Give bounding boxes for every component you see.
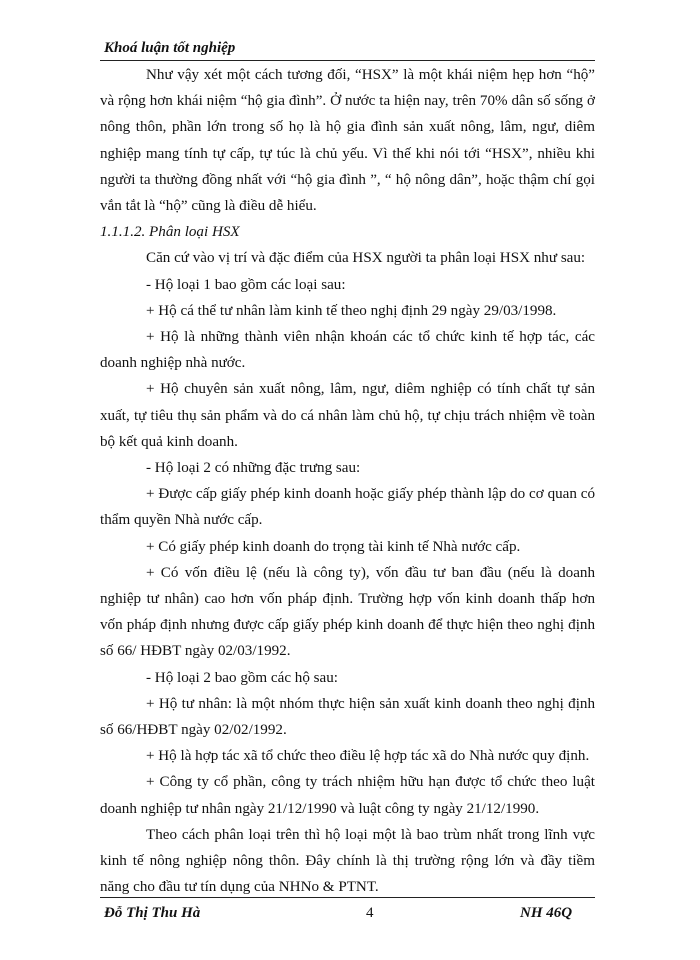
header-title: Khoá luận tốt nghiệp bbox=[104, 40, 236, 56]
list-item: + Hộ tư nhân: là một nhóm thực hiện sản xuất kinh doanh theo nghị định số 66/HĐBT ngày 02/02/1992. bbox=[100, 695, 595, 739]
list-item: + Công ty cổ phần, công ty trách nhiệm hữu hạn được tổ chức theo luật doanh nghiệp tư nhân ngày 21/12/1990 và luật công ty ngày 21/12/1990. bbox=[100, 774, 595, 817]
footer-code: NH 46Q bbox=[520, 905, 573, 921]
header-divider bbox=[100, 60, 595, 61]
list-item: + Có vốn điều lệ (nếu là công ty), vốn đầu tư ban đầu (nếu là doanh nghiệp tư nhân) cao hơn vốn pháp định. Trường hợp vốn kinh doanh thấp hơn vốn pháp định nhưng được cấp giấy phép kinh doanh để thực hiện theo nghị định số 66/ HĐBT ngày 02/03/1992. bbox=[100, 564, 595, 660]
footer-author: Đỗ Thị Thu Hà bbox=[104, 905, 201, 921]
list-item: + Được cấp giấy phép kinh doanh hoặc giấy phép thành lập do cơ quan có thẩm quyền Nhà nước cấp. bbox=[100, 486, 595, 529]
paragraph: Căn cứ vào vị trí và đặc điểm của HSX người ta phân loại HSX như sau: bbox=[146, 250, 586, 267]
paragraph: Theo cách phân loại trên thì hộ loại một là bao trùm nhất trong lĩnh vực kinh tế nông nghiệp nông thôn. Đây chính là thị trường rộng lớn và đầy tiềm năng cho đầu tư tín dụng của NHNo & PTNT. bbox=[100, 826, 595, 896]
list-item: + Hộ cá thể tư nhân làm kinh tế theo nghị định 29 ngày 29/03/1998. bbox=[146, 302, 557, 319]
list-item: + Có giấy phép kinh doanh do trọng tài kinh tế Nhà nước cấp. bbox=[146, 538, 521, 555]
list-item: - Hộ loại 2 bao gồm các hộ sau: bbox=[146, 669, 338, 686]
list-item: - Hộ loại 2 có những đặc trưng sau: bbox=[146, 460, 361, 477]
list-item: - Hộ loại 1 bao gồm các loại sau: bbox=[146, 276, 346, 293]
list-item: + Hộ chuyên sản xuất nông, lâm, ngư, diêm nghiệp có tính chất tự sản xuất, tự tiêu thụ sản phẩm và do cá nhân làm chủ hộ, tự chịu trách nhiệm về toàn bộ kết quả kinh doanh. bbox=[100, 381, 595, 450]
footer-divider bbox=[100, 897, 595, 898]
section-heading: 1.1.1.2. Phân loại HSX bbox=[100, 224, 240, 241]
page-number: 4 bbox=[366, 905, 374, 921]
page-body bbox=[100, 62, 595, 901]
list-item: + Hộ là hợp tác xã tổ chức theo điều lệ hợp tác xã do Nhà nước quy định. bbox=[146, 748, 590, 765]
list-item: + Hộ là những thành viên nhận khoán các tổ chức kinh tế hợp tác, các doanh nghiệp nhà nước. bbox=[100, 329, 595, 372]
paragraph: Như vậy xét một cách tương đối, “HSX” là một khái niệm hẹp hơn “hộ” và rộng hơn khái niệm “hộ gia đình”. Ở nước ta hiện nay, trên 70% dân số sống ở nông thôn, phần lớn trong số họ là hộ gia đình sản xuất nông, lâm, ngư, diêm nghiệp mang tính tự cấp, tự túc là chủ yếu. Vì thế khi nói tới “HSX”, nhiều khi người ta thường đồng nhất với “hộ gia đình ”, “ hộ nông dân”, hoặc thậm chí gọi vắn tắt là “hộ” cũng là điều dễ hiểu. bbox=[100, 67, 595, 215]
